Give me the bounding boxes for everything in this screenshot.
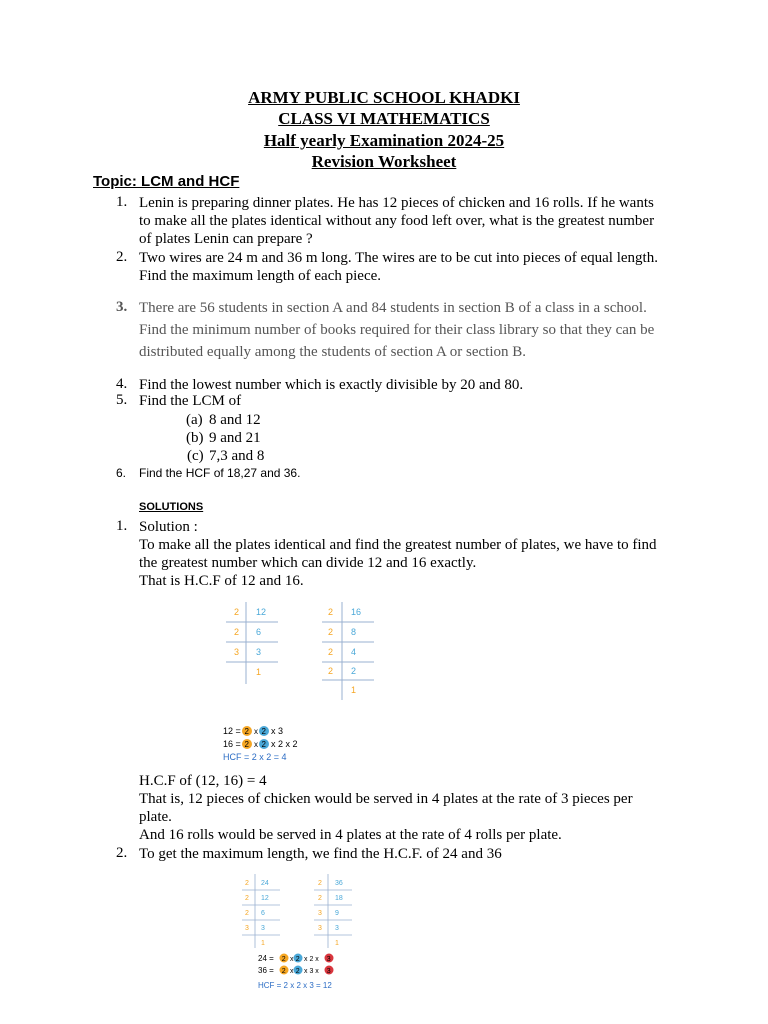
lcm-part-c: 7,3 and 8 — [209, 448, 265, 464]
division-table-16 — [322, 602, 374, 700]
table-16-quotient: 1 — [351, 685, 357, 695]
exam-title: Half yearly Examination 2024-25 — [263, 131, 505, 150]
question-2-number: 2. — [116, 249, 128, 265]
table-24-divisor: 2 — [245, 910, 249, 917]
factorisation-24 — [258, 954, 334, 964]
table-12-quotient: 1 — [256, 667, 262, 677]
table-24-divisor: 2 — [245, 880, 249, 887]
table-24-quotient: 6 — [261, 910, 265, 917]
factorisation-36 — [258, 966, 334, 976]
svg-text:x: x — [254, 740, 258, 749]
table-16-divisor: 2 — [328, 627, 334, 637]
topic-heading: Topic: LCM and HCF — [93, 173, 240, 190]
question-1-number: 1. — [116, 194, 128, 210]
table-24-quotient: 3 — [261, 925, 265, 932]
table-36-divisor: 2 — [318, 895, 322, 902]
svg-text:24 =: 24 = — [258, 954, 274, 963]
svg-text:12 =: 12 = — [223, 726, 241, 736]
table-24-divisor: 2 — [245, 895, 249, 902]
division-figure-12-16 — [220, 600, 390, 770]
svg-text:2: 2 — [295, 968, 300, 975]
solution-1-number: 1. — [116, 518, 128, 534]
svg-text:x 2 x: x 2 x — [304, 956, 319, 963]
solution-2-text: To get the maximum length, we find the H.C.F. of 24 and 36 — [139, 846, 502, 862]
svg-text:2: 2 — [281, 956, 286, 963]
lcm-part-c-label: (c) — [187, 448, 204, 464]
svg-text:x: x — [254, 727, 258, 736]
question-6-number: 6. — [116, 466, 127, 480]
table-16-quotient: 16 — [351, 607, 362, 617]
table-12-quotient: 6 — [256, 627, 262, 637]
division-table-36 — [314, 874, 352, 948]
question-4-number: 4. — [116, 376, 128, 392]
table-16-quotient: 4 — [351, 647, 357, 657]
school-name: ARMY PUBLIC SCHOOL KHADKI — [248, 88, 520, 107]
table-36-divisor: 3 — [318, 925, 322, 932]
table-12-quotient: 3 — [256, 647, 262, 657]
solutions-heading: SOLUTIONS — [139, 501, 204, 513]
svg-text:2: 2 — [244, 740, 249, 749]
solution-2-number: 2. — [116, 845, 128, 861]
table-12-quotient: 12 — [256, 607, 267, 617]
table-16-divisor: 2 — [328, 607, 334, 617]
division-table-12 — [226, 602, 278, 684]
table-36-quotient: 1 — [335, 940, 339, 947]
table-16-quotient: 8 — [351, 627, 357, 637]
lcm-part-b-label: (b) — [186, 430, 204, 446]
svg-text:x 2 x 2: x 2 x 2 — [271, 739, 298, 749]
question-4-text: Find the lowest number which is exactly divisible by 20 and 80. — [139, 377, 524, 393]
svg-text:16 =: 16 = — [223, 739, 241, 749]
table-16-divisor: 2 — [328, 666, 334, 676]
division-figure-24-36 — [240, 872, 370, 994]
svg-text:3: 3 — [326, 968, 331, 975]
table-16-divisor: 2 — [328, 647, 334, 657]
table-12-divisor: 3 — [234, 647, 240, 657]
table-36-quotient: 9 — [335, 910, 339, 917]
hcf-12-16: HCF = 2 x 2 = 4 — [223, 752, 287, 762]
table-36-quotient: 36 — [335, 880, 343, 887]
table-16-quotient: 2 — [351, 666, 357, 676]
solution-1-result: H.C.F of (12, 16) = 4 That is, 12 pieces of chicken would be served in 4 plates at the rate of 3 pieces per plate. And 16 rolls would be served in 4 plates at the rate of 4 rolls per plate. — [139, 773, 633, 843]
class-title: CLASS VI MATHEMATICS — [278, 109, 490, 128]
question-6-text: Find the HCF of 18,27 and 36. — [139, 466, 301, 480]
table-36-quotient: 18 — [335, 895, 343, 902]
table-36-divisor: 2 — [318, 880, 322, 887]
svg-text:2: 2 — [244, 727, 249, 736]
svg-text:2: 2 — [295, 956, 300, 963]
lcm-part-b: 9 and 21 — [209, 430, 261, 446]
lcm-part-a: 8 and 12 — [209, 412, 261, 428]
hcf-24-36: HCF = 2 x 2 x 3 = 12 — [258, 981, 332, 990]
division-table-24 — [242, 874, 280, 948]
question-3-text: There are 56 students in section A and 84 students in section B of a class in a school. Find the minimum number of books required for their class library so that they can be distributed equally among the students of section A or section B. — [139, 300, 655, 360]
svg-text:x: x — [290, 968, 294, 975]
question-5-number: 5. — [116, 392, 128, 408]
svg-text:x: x — [290, 956, 294, 963]
table-36-quotient: 3 — [335, 925, 339, 932]
svg-text:36 =: 36 = — [258, 966, 274, 975]
svg-text:x 3: x 3 — [271, 726, 284, 736]
table-12-divisor: 2 — [234, 627, 240, 637]
factorisation-12 — [223, 726, 283, 736]
question-1-text: Lenin is preparing dinner plates. He has 12 pieces of chicken and 16 rolls. If he wants to make all the plates identical without any food left over, what is the greatest number of plates Lenin can prepare ? — [139, 195, 655, 247]
worksheet-title: Revision Worksheet — [311, 152, 457, 171]
svg-text:x 3 x: x 3 x — [304, 968, 319, 975]
solution-1-text: Solution : To make all the plates identical and find the greatest number of plates, we have to find the greatest number which can divide 12 and 16 exactly. That is H.C.F of 12 and 16. — [139, 519, 657, 589]
lcm-part-a-label: (a) — [186, 412, 203, 428]
svg-text:3: 3 — [326, 956, 331, 963]
svg-text:2: 2 — [261, 727, 266, 736]
table-12-divisor: 2 — [234, 607, 240, 617]
question-3-number: 3. — [116, 299, 128, 315]
factorisation-16 — [223, 739, 298, 749]
question-2-text: Two wires are 24 m and 36 m long. The wires are to be cut into pieces of equal length. Find the maximum length of each piece. — [139, 250, 658, 284]
svg-text:2: 2 — [281, 968, 286, 975]
question-5-text: Find the LCM of — [139, 393, 242, 409]
svg-text:2: 2 — [261, 740, 266, 749]
table-24-quotient: 24 — [261, 880, 269, 887]
table-36-divisor: 3 — [318, 910, 322, 917]
table-24-quotient: 1 — [261, 940, 265, 947]
table-24-quotient: 12 — [261, 895, 269, 902]
table-24-divisor: 3 — [245, 925, 249, 932]
